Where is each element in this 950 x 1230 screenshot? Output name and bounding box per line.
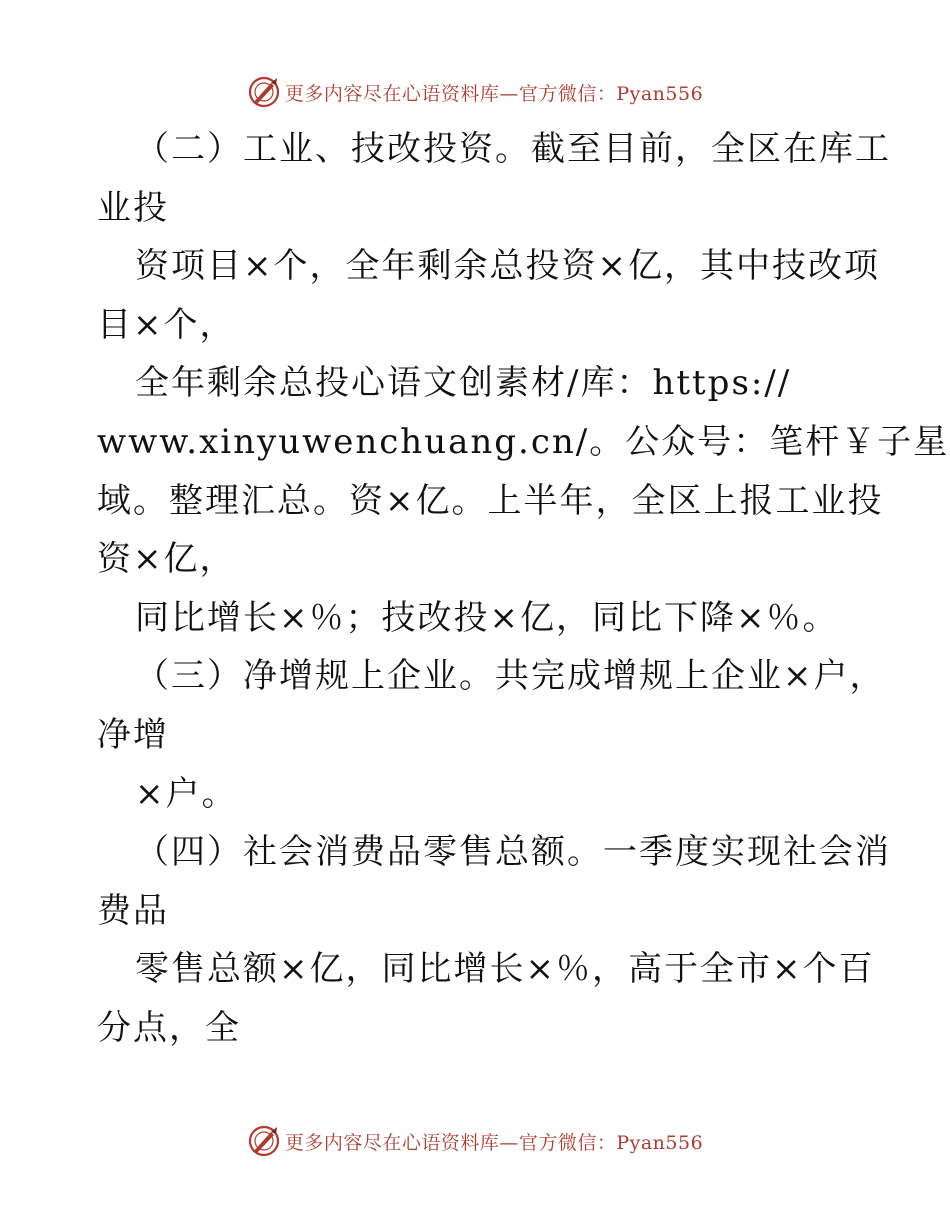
document-body (97, 120, 950, 1058)
paragraph-line: ×户。 (135, 773, 238, 814)
header-banner-text: 更多内容尽在心语资料库—官方微信：Pyan556 (284, 82, 704, 105)
paragraph-line: 资×亿， (97, 539, 236, 580)
paragraph-line: （三）净增规上企业。共完成增规上企业×户， (135, 656, 886, 697)
footer-banner-text: 更多内容尽在心语资料库—官方微信：Pyan556 (284, 1131, 704, 1154)
footer-banner (0, 1121, 950, 1161)
paragraph-line: 资项目×个，全年剩余总投资×亿，其中技改项 (135, 246, 880, 287)
quill-logo-icon (247, 75, 281, 109)
paragraph-line: 同比增长×％；技改投×亿，同比下降×％。 (135, 597, 839, 638)
paragraph-line: 净增 (97, 714, 169, 755)
paragraph-line: 分点，全 (97, 1007, 241, 1048)
paragraph-line: 费品 (97, 890, 169, 931)
paragraph-line: 零售总额×亿，同比增长×％，高于全市×个百 (135, 949, 875, 990)
paragraph-line: 域。整理汇总。资×亿。上半年，全区上报工业投 (97, 480, 884, 521)
paragraph-line: 业投 (97, 187, 169, 228)
header-banner (0, 72, 950, 112)
paragraph-line: （四）社会消费品零售总额。一季度实现社会消 (135, 832, 891, 873)
paragraph-line: www.xinyuwenchuang.cn/。公众号：笔杆￥子星 (97, 421, 950, 462)
paragraph-line: 全年剩余总投心语文创素材/库：https:// (135, 363, 792, 404)
quill-logo-icon (247, 1124, 281, 1158)
paragraph-line: 目×个， (97, 304, 236, 345)
paragraph-line: （二）工业、技改投资。截至目前，全区在库工 (135, 129, 891, 169)
